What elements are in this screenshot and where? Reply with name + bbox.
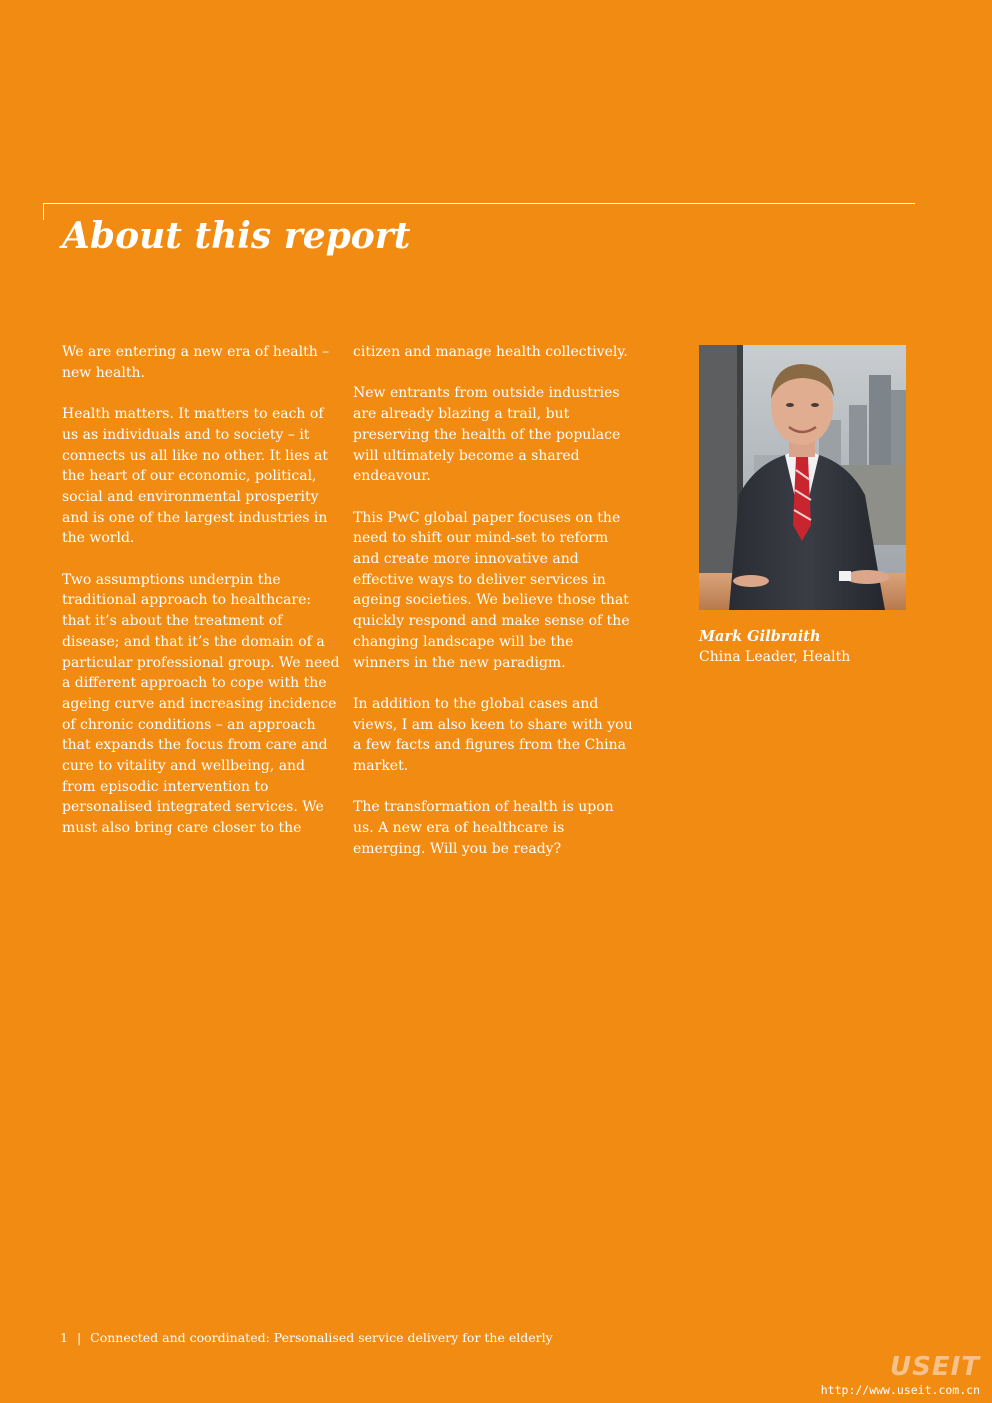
author-portrait-photo [699, 345, 906, 610]
paragraph: Two assumptions underpin the traditional approach to healthcare: that it’s about the treatment of disease; and that it’s the domain of a particular professional group. We need a different approach to cope with the ageing curve and increasing incidence of chronic conditions – an approach that expands the focus from care and cure to vitality and wellbeing, and from episodic intervention to personalised integrated services. We must also bring care closer to the [62, 571, 340, 837]
watermark-url: http://www.useit.com.cn [820, 1383, 980, 1397]
paragraph: This PwC global paper focuses on the need to shift our mind-set to reform and create more innovative and effective ways to deliver services in ageing societies. We believe those that quickly respond and make sense of the changing landscape will be the winners in the new paradigm. [353, 509, 630, 671]
watermark-logo: USEIT [889, 1352, 980, 1382]
author-name: Mark Gilbraith [699, 628, 821, 645]
paragraph: citizen and manage health collectively. [353, 344, 628, 360]
page-title: About this report [62, 215, 411, 257]
header-rule [43, 203, 915, 204]
body-column-right [353, 342, 633, 880]
author-role: China Leader, Health [699, 649, 851, 665]
running-title: Connected and coordinated: Personalised service delivery for the elderly [90, 1330, 553, 1345]
footer-separator: | [76, 1330, 82, 1345]
page-footer [60, 1329, 553, 1347]
body-column-left [62, 342, 342, 860]
paragraph: We are entering a new era of health – new health. [62, 344, 330, 381]
paragraph: In addition to the global cases and views, I am also keen to share with you a few facts and figures from the China market. [353, 695, 633, 775]
page-number: 1 [60, 1330, 68, 1345]
paragraph: New entrants from outside industries are already blazing a trail, but preserving the health of the populace will ultimately become a shared endeavour. [353, 385, 621, 485]
paragraph: The transformation of health is upon us. A new era of healthcare is emerging. Will you be ready? [353, 799, 614, 857]
header-rule-tick [43, 203, 44, 220]
watermark [821, 1352, 980, 1398]
paragraph: Health matters. It matters to each of us as individuals and to society – it connects us all like no other. It lies at the heart of our economic, political, social and environmental prosperity and is one of the largest industries in the world. [62, 406, 329, 547]
